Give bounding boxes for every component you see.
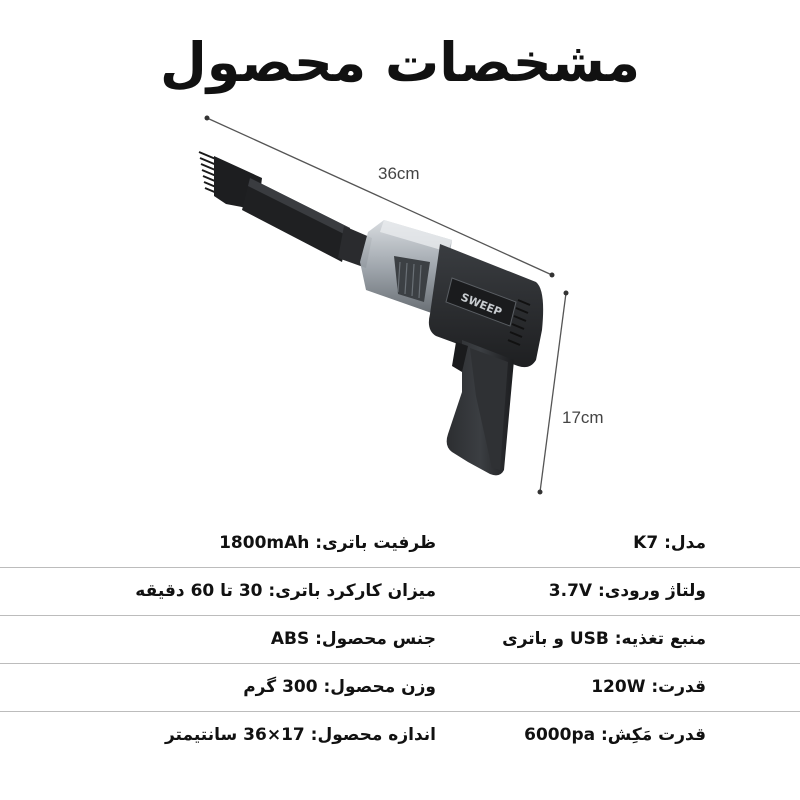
spec-material: جنس محصول: ABS bbox=[270, 629, 436, 649]
spec-power-source: منبع تغذیه: USB و باتری bbox=[502, 629, 706, 649]
spec-row bbox=[0, 568, 800, 616]
handle bbox=[447, 340, 514, 475]
spec-power: قدرت: 120W bbox=[591, 677, 706, 697]
spec-input-voltage: ولتاژ ورودی: 3.7V bbox=[548, 581, 706, 601]
spec-row bbox=[0, 664, 800, 712]
spec-model: مدل: K7 bbox=[633, 533, 706, 553]
spec-row bbox=[0, 712, 800, 759]
spec-suction-power: قدرت مَکِش: 6000pa bbox=[524, 725, 706, 745]
height-dimension-label: 17cm bbox=[562, 408, 604, 427]
spec-row bbox=[0, 520, 800, 568]
crevice-nozzle bbox=[199, 152, 372, 268]
spec-row bbox=[0, 616, 800, 664]
spec-battery-capacity: ظرفیت باتری: 1800mAh bbox=[219, 533, 436, 553]
page-title: مشخصات محصول bbox=[159, 31, 641, 94]
spec-weight: وزن محصول: 300 گرم bbox=[243, 677, 436, 697]
specs-table bbox=[0, 520, 800, 759]
spec-battery-runtime: میزان کارکرد باتری: 30 تا 60 دقیقه bbox=[135, 581, 436, 601]
brand-label: SWEEP bbox=[458, 290, 504, 319]
spec-size: اندازه محصول: 17×36 سانتیمتر bbox=[164, 725, 436, 745]
width-dimension-label: 36cm bbox=[378, 164, 420, 183]
